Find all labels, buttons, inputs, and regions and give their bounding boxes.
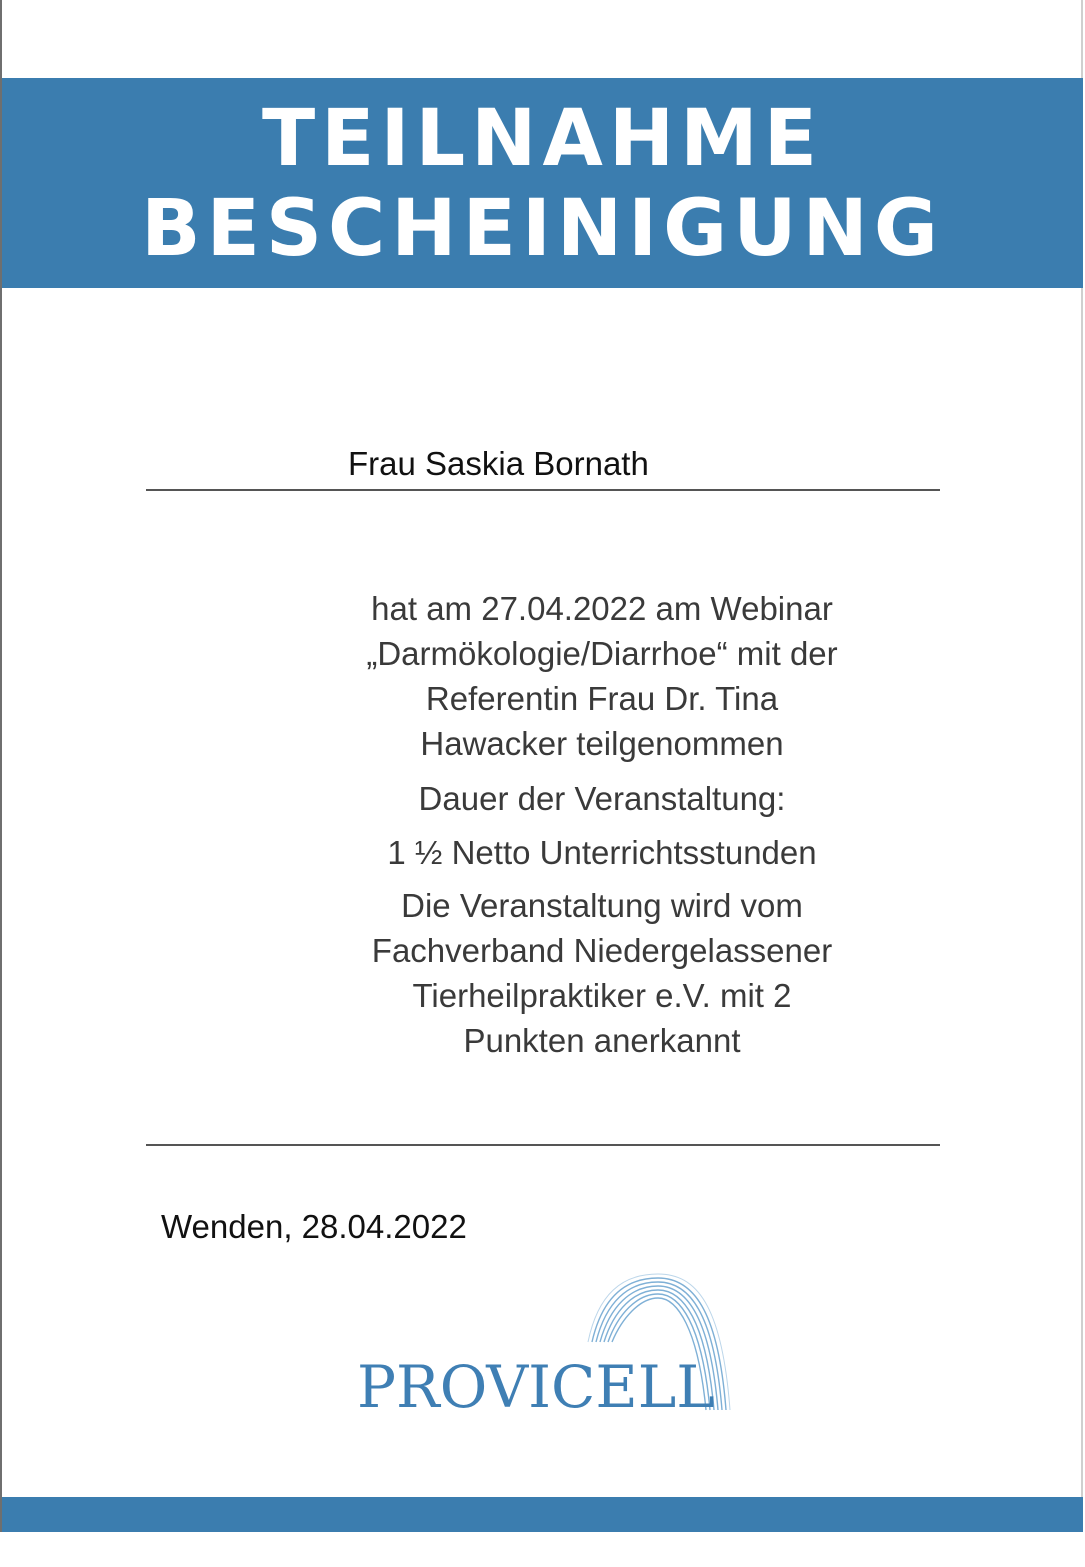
recipient-name: Frau Saskia Bornath <box>348 445 649 482</box>
participation-line: Referentin Frau Dr. Tina <box>425 680 779 717</box>
recognition-line: Tierheilpraktiker e.V. mit 2 <box>412 977 792 1014</box>
logo-wordmark: PROVICELL <box>357 1353 715 1421</box>
place-and-date: Wenden, 28.04.2022 <box>161 1208 467 1245</box>
recognition-line: Fachverband Niedergelassener <box>371 932 833 969</box>
title-line-1: TEILNAHME <box>261 94 824 184</box>
provicell-logo <box>340 1270 740 1430</box>
recognition-line: Punkten anerkannt <box>463 1022 741 1059</box>
title-line-2: BESCHEINIGUNG <box>141 184 944 274</box>
participation-statement <box>322 586 882 766</box>
recognition-statement <box>322 883 882 1063</box>
duration-label: Dauer der Veranstaltung: <box>418 780 786 817</box>
title-banner <box>2 78 1083 288</box>
recognition-line: Die Veranstaltung wird vom <box>401 887 803 924</box>
duration-value: 1 ½ Netto Unterrichtsstunden <box>387 834 817 871</box>
participation-line: „Darmökologie/Diarrhoe“ mit der <box>366 635 838 672</box>
participation-line: hat am 27.04.2022 am Webinar <box>371 590 833 627</box>
participation-line: Hawacker teilgenommen <box>420 725 784 762</box>
recipient-underline <box>146 489 940 491</box>
footer-band <box>2 1497 1083 1532</box>
signature-line <box>146 1144 940 1146</box>
